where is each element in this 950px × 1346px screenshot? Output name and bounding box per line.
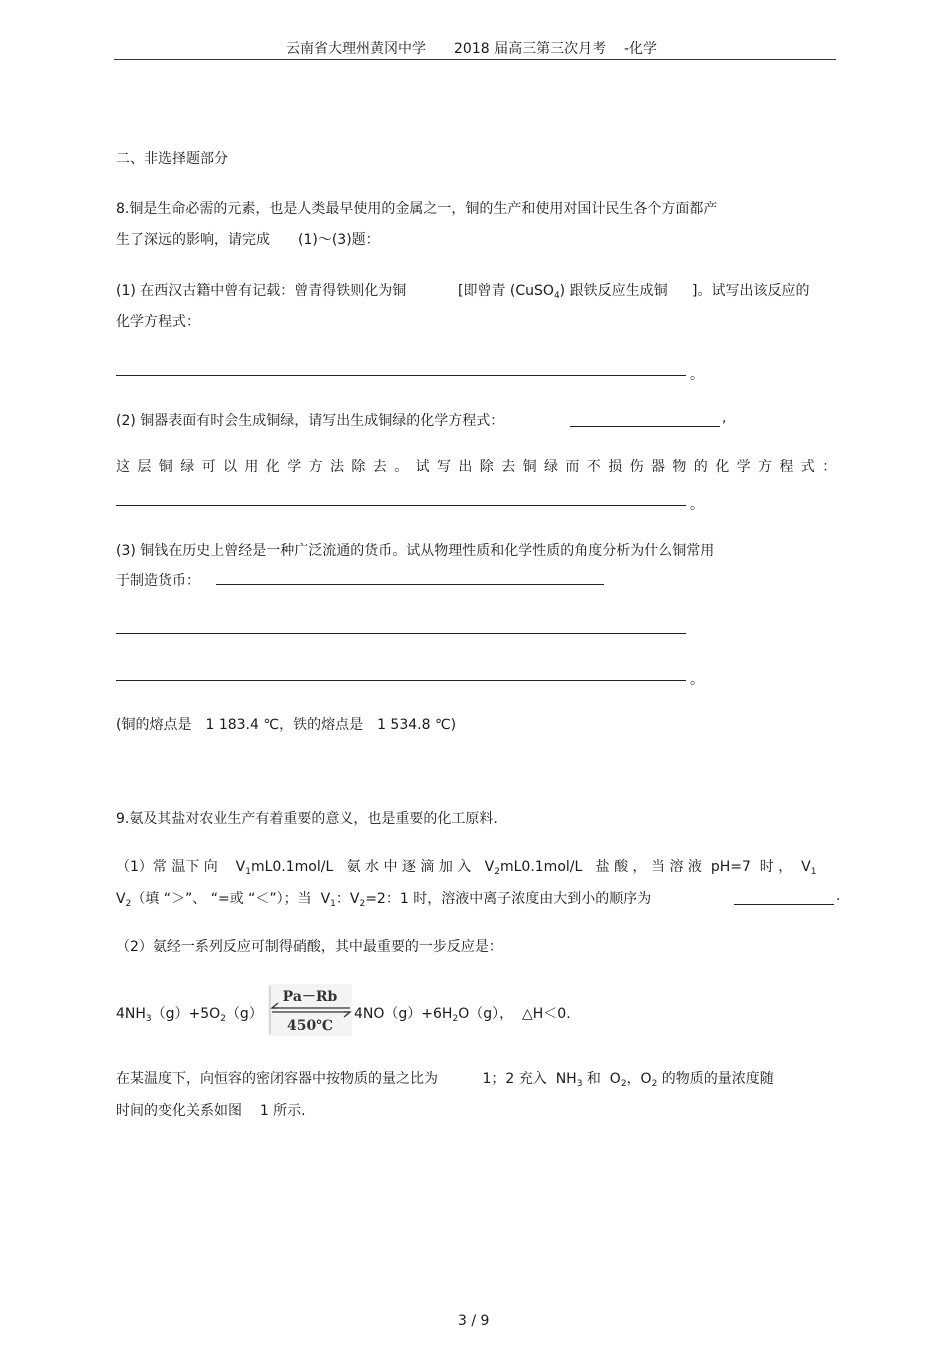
q8-p1-a: (1) 在西汉古籍中曾有记载：曾青得铁则化为铜: [116, 283, 407, 299]
period-2: 。: [690, 497, 704, 513]
answer-blank-3[interactable]: [116, 505, 686, 506]
catalyst-label: Pa－Rb: [282, 989, 338, 1005]
q9-p1-line2: $V_2$（填 “＞”、 “=或 “＜”）；当 $V_1$：$V_2=2$：1 时，溶液中离子浓度由大到小的顺序为: [116, 891, 652, 909]
q8-p1-d: ]。试写出该反应的: [692, 283, 810, 299]
q8-p3-a: (3) 铜钱在历史上曾经是一种广泛流通的货币。试从物理性质和化学性质的角度分析为什么铜常用: [116, 543, 715, 559]
q9-p1-end: .: [836, 888, 841, 904]
answer-blank-1[interactable]: [116, 375, 686, 376]
q8-p3-line2: 于制造货币：: [116, 573, 200, 589]
q8-intro-line1: 8.铜是生命必需的元素，也是人类最早使用的金属之一，铜的生产和使用对国计民生各个方面都产: [116, 201, 718, 217]
q8-intro-line2-b: (1)～(3)题：: [298, 232, 380, 248]
header-rule: [114, 59, 836, 60]
q8-p2-a: (2) 铜器表面有时会生成铜绿，请写出生成铜绿的化学方程式：: [116, 413, 505, 429]
q9-reaction-right: $4NO(g)+6H_2O(g)$， △H＜0.: [354, 1006, 571, 1024]
q9-intro: 9.氨及其盐对农业生产有着重要的意义，也是重要的化工原料.: [116, 811, 498, 827]
answer-blank-5[interactable]: [116, 633, 686, 634]
q9-p3-line2: 时间的变化关系如图 1 所示.: [116, 1103, 306, 1119]
q9-p3-line1: 在某温度下，向恒容的密闭容器中按物质的量之比为 1；2 充入 $NH_3$ 和 $O_2$，$O_2$ 的物质的量浓度随: [116, 1071, 774, 1089]
q8-p1-b: [即曾青 (CuSO$_4$) 跟铁反应生成铜: [458, 283, 668, 301]
answer-blank-6[interactable]: [116, 680, 686, 681]
q9-reaction-left: $4NH_3(g)+5O_2(g)$: [116, 1006, 263, 1024]
period-3: 。: [690, 672, 704, 688]
header-exam: 2018 届高三第三次月考: [454, 41, 607, 57]
page-number: 3 / 9: [458, 1313, 490, 1329]
q9-p1-line1: （1）常 温下 向 $V_1mL0.1mol/L$ 氨 水 中 逐 滴 加 入 $V_2mL0.1mol/L$ 盐 酸 ， 当 溶 液 pH=7 时 ， $V_1$: [116, 859, 817, 877]
q8-melting-points: (铜的熔点是 1 183.4 ℃，铁的熔点是 1 534.8 ℃): [116, 717, 457, 733]
header-school: 云南省大理州黄冈中学: [286, 41, 426, 57]
answer-blank-4[interactable]: [216, 584, 604, 585]
q8-intro-line2-a: 生了深远的影响，请完成: [116, 232, 270, 248]
q8-p2-comma: ,: [722, 410, 727, 426]
q8-p1-line2: 化学方程式：: [116, 314, 200, 330]
period-1: 。: [690, 367, 704, 383]
q9-p2: （2）氨经一系列反应可制得硝酸，其中最重要的一步反应是：: [116, 939, 503, 955]
section-title: 二、非选择题部分: [116, 151, 228, 167]
answer-blank-2[interactable]: [570, 426, 720, 427]
temperature-label: 450℃: [287, 1018, 333, 1034]
q8-p2-line2: 这层铜绿可以用化学方法除去。试写出除去铜绿而不损伤器物的化学方程式：: [116, 459, 844, 475]
reaction-arrow: [268, 984, 352, 1036]
answer-blank-7[interactable]: [734, 904, 834, 905]
header-subject: -化学: [624, 41, 658, 57]
